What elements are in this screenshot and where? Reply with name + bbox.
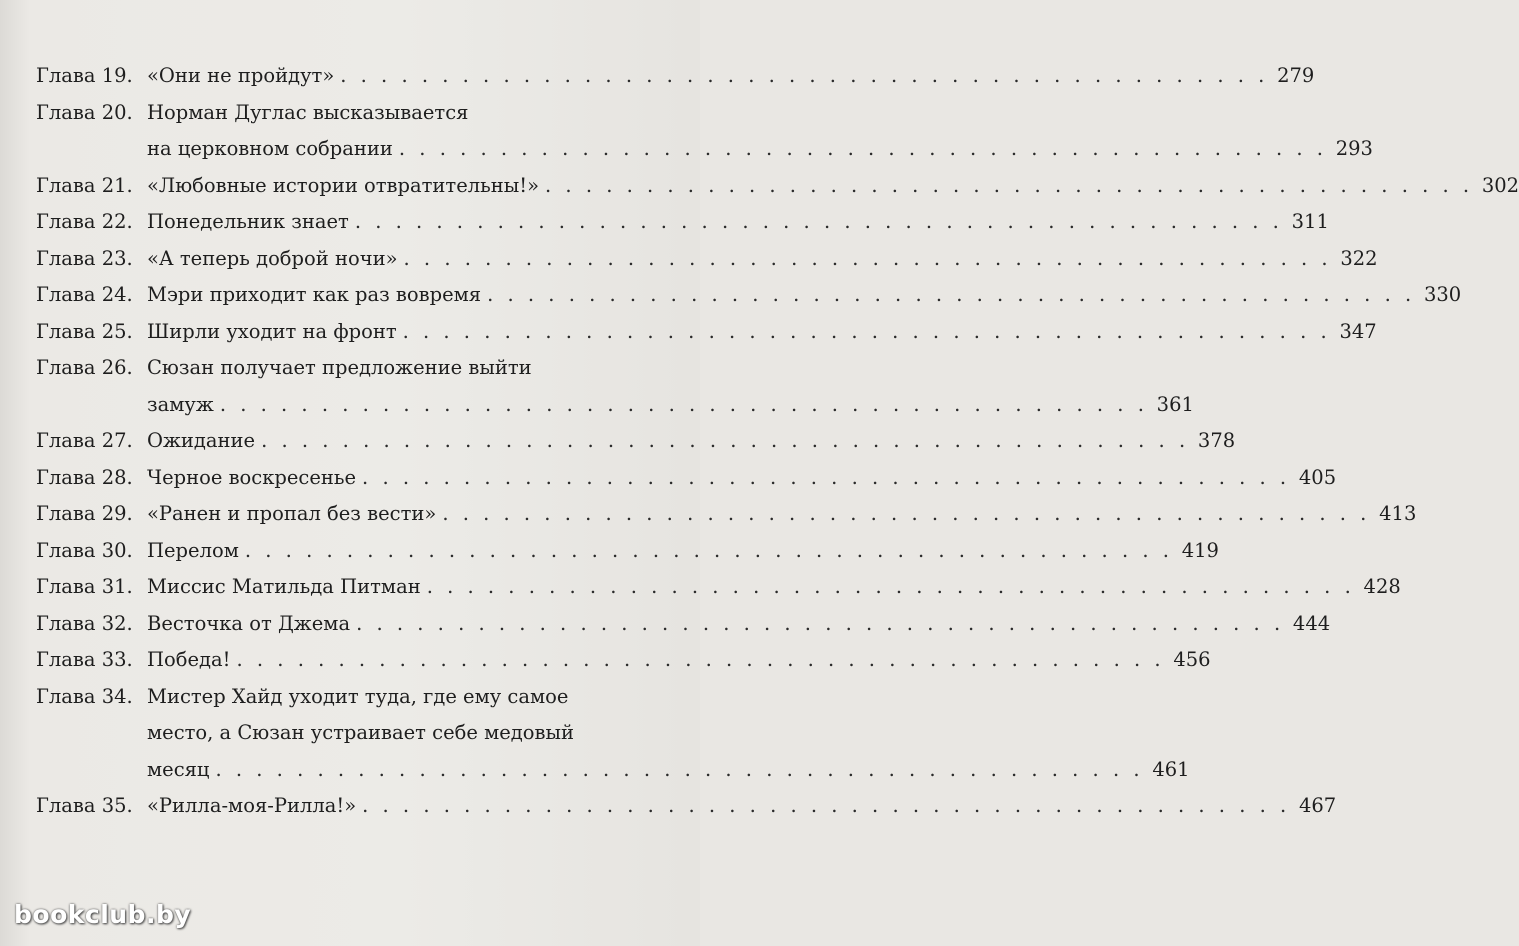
toc-entry xyxy=(36,241,1378,278)
toc-entry xyxy=(36,606,1331,643)
chapter-title: Черное воскресенье xyxy=(147,465,357,489)
toc-entry xyxy=(36,533,1219,570)
dot-leader xyxy=(393,131,1325,168)
toc-entry-line xyxy=(36,533,1219,570)
dot-leader xyxy=(334,58,1266,95)
page-number: 347 xyxy=(1339,319,1377,343)
dot-leader xyxy=(349,204,1281,241)
page-number: 456 xyxy=(1173,648,1211,671)
chapter-title: «А теперь доброй ночи» xyxy=(147,246,398,270)
chapter-label: Глава 31. xyxy=(36,575,133,598)
page-number: 428 xyxy=(1363,575,1401,598)
chapter-title: замуж xyxy=(147,392,214,416)
page-number: 419 xyxy=(1181,538,1219,562)
chapter-label: Глава 28. xyxy=(36,465,133,489)
dot-leader xyxy=(356,788,1288,825)
page-number: 293 xyxy=(1335,137,1373,160)
page-number: 467 xyxy=(1298,794,1337,817)
chapter-label: Глава 20. xyxy=(36,100,133,124)
toc-entry xyxy=(36,460,1337,497)
toc-entry-line xyxy=(36,423,1236,460)
toc-entry-line xyxy=(36,569,1401,606)
page-number: 330 xyxy=(1423,283,1462,306)
watermark: bookclub.by xyxy=(14,900,192,929)
dot-leader xyxy=(398,241,1330,278)
chapter-title: месяц xyxy=(147,757,210,781)
chapter-title: Ширли уходит на фронт xyxy=(147,319,397,343)
dot-leader xyxy=(231,642,1163,679)
toc-entry xyxy=(36,788,1337,825)
toc-entry-line xyxy=(36,715,656,752)
toc-entry-line xyxy=(36,277,1462,314)
toc-entry xyxy=(36,679,1190,789)
toc-entry-line xyxy=(36,788,1337,825)
chapter-label: Глава 21. xyxy=(36,173,133,197)
dot-leader xyxy=(539,168,1471,205)
chapter-label: Глава 27. xyxy=(36,429,133,452)
toc-entry-line xyxy=(36,95,656,132)
chapter-title: Норман Дуглас высказывается xyxy=(147,100,469,124)
toc-entry-line xyxy=(36,752,1190,789)
toc-entry xyxy=(36,204,1329,241)
toc-entry xyxy=(36,569,1401,606)
chapter-title: место, а Сюзан устраивает себе медовый xyxy=(147,721,575,744)
page-number: 461 xyxy=(1152,757,1190,781)
toc-entry-line xyxy=(36,496,1417,533)
page-number: 361 xyxy=(1156,392,1194,416)
toc-entry-line xyxy=(36,241,1378,278)
chapter-title: «Рилла-моя-Рилла!» xyxy=(147,794,357,817)
toc-entry-line xyxy=(36,460,1337,497)
chapter-title: Понедельник знает xyxy=(147,210,349,233)
chapter-title: «Они не пройдут» xyxy=(147,64,335,87)
toc-entry-line xyxy=(36,168,1519,205)
table-of-contents xyxy=(36,58,1519,825)
toc-entry-line xyxy=(36,606,1331,643)
chapter-label: Глава 23. xyxy=(36,246,133,270)
page-number: 311 xyxy=(1291,210,1329,233)
page-number: 322 xyxy=(1340,246,1378,270)
dot-leader xyxy=(209,752,1141,789)
toc-entry xyxy=(36,168,1519,205)
chapter-label: Глава 25. xyxy=(36,319,133,343)
chapter-title: Весточка от Джема xyxy=(147,611,351,635)
toc-entry-line xyxy=(36,58,1315,95)
toc-entry-line xyxy=(36,204,1329,241)
chapter-label: Глава 34. xyxy=(36,684,133,708)
toc-entry xyxy=(36,95,1373,168)
chapter-label: Глава 19. xyxy=(36,64,133,87)
toc-entry xyxy=(36,423,1236,460)
toc-entry-line xyxy=(36,350,656,387)
chapter-label: Глава 22. xyxy=(36,210,133,233)
toc-entry-line xyxy=(36,314,1377,351)
toc-entry xyxy=(36,642,1211,679)
toc-entry xyxy=(36,350,1194,423)
chapter-title: Ожидание xyxy=(147,429,256,452)
chapter-label: Глава 26. xyxy=(36,356,133,379)
chapter-title: Перелом xyxy=(147,538,239,562)
toc-entry xyxy=(36,314,1377,351)
page-number: 279 xyxy=(1277,64,1315,87)
chapter-label: Глава 24. xyxy=(36,283,133,306)
toc-entry xyxy=(36,277,1462,314)
dot-leader xyxy=(255,423,1187,460)
chapter-title: Сюзан получает предложение выйти xyxy=(147,356,532,379)
chapter-label: Глава 32. xyxy=(36,611,133,635)
chapter-label: Глава 33. xyxy=(36,648,133,671)
chapter-title: Победа! xyxy=(147,648,231,671)
chapter-label: Глава 35. xyxy=(36,794,133,817)
page-number: 444 xyxy=(1292,611,1331,635)
chapter-label: Глава 30. xyxy=(36,538,133,562)
dot-leader xyxy=(214,387,1146,424)
chapter-title: на церковном собрании xyxy=(147,137,393,160)
page-number: 378 xyxy=(1197,429,1236,452)
chapter-title: Мистер Хайд уходит туда, где ему самое xyxy=(147,684,569,708)
dot-leader xyxy=(239,533,1171,570)
dot-leader xyxy=(350,606,1282,643)
toc-entry xyxy=(36,496,1417,533)
chapter-title: Миссис Матильда Питман xyxy=(147,575,421,598)
dot-leader xyxy=(397,314,1329,351)
chapter-title: «Ранен и пропал без вести» xyxy=(147,502,437,525)
toc-entry-line xyxy=(36,131,1373,168)
page-number: 413 xyxy=(1379,502,1417,525)
dot-leader xyxy=(481,277,1413,314)
page-number: 405 xyxy=(1298,465,1337,489)
page-number: 302 xyxy=(1481,173,1519,197)
dot-leader xyxy=(421,569,1353,606)
dot-leader xyxy=(356,460,1288,497)
dot-leader xyxy=(436,496,1368,533)
toc-entry-line xyxy=(36,679,656,716)
chapter-title: «Любовные истории отвратительны!» xyxy=(147,173,540,197)
toc-entry-line xyxy=(36,387,1194,424)
toc-entry-line xyxy=(36,642,1211,679)
chapter-title: Мэри приходит как раз вовремя xyxy=(147,283,482,306)
toc-entry xyxy=(36,58,1315,95)
chapter-label: Глава 29. xyxy=(36,502,133,525)
